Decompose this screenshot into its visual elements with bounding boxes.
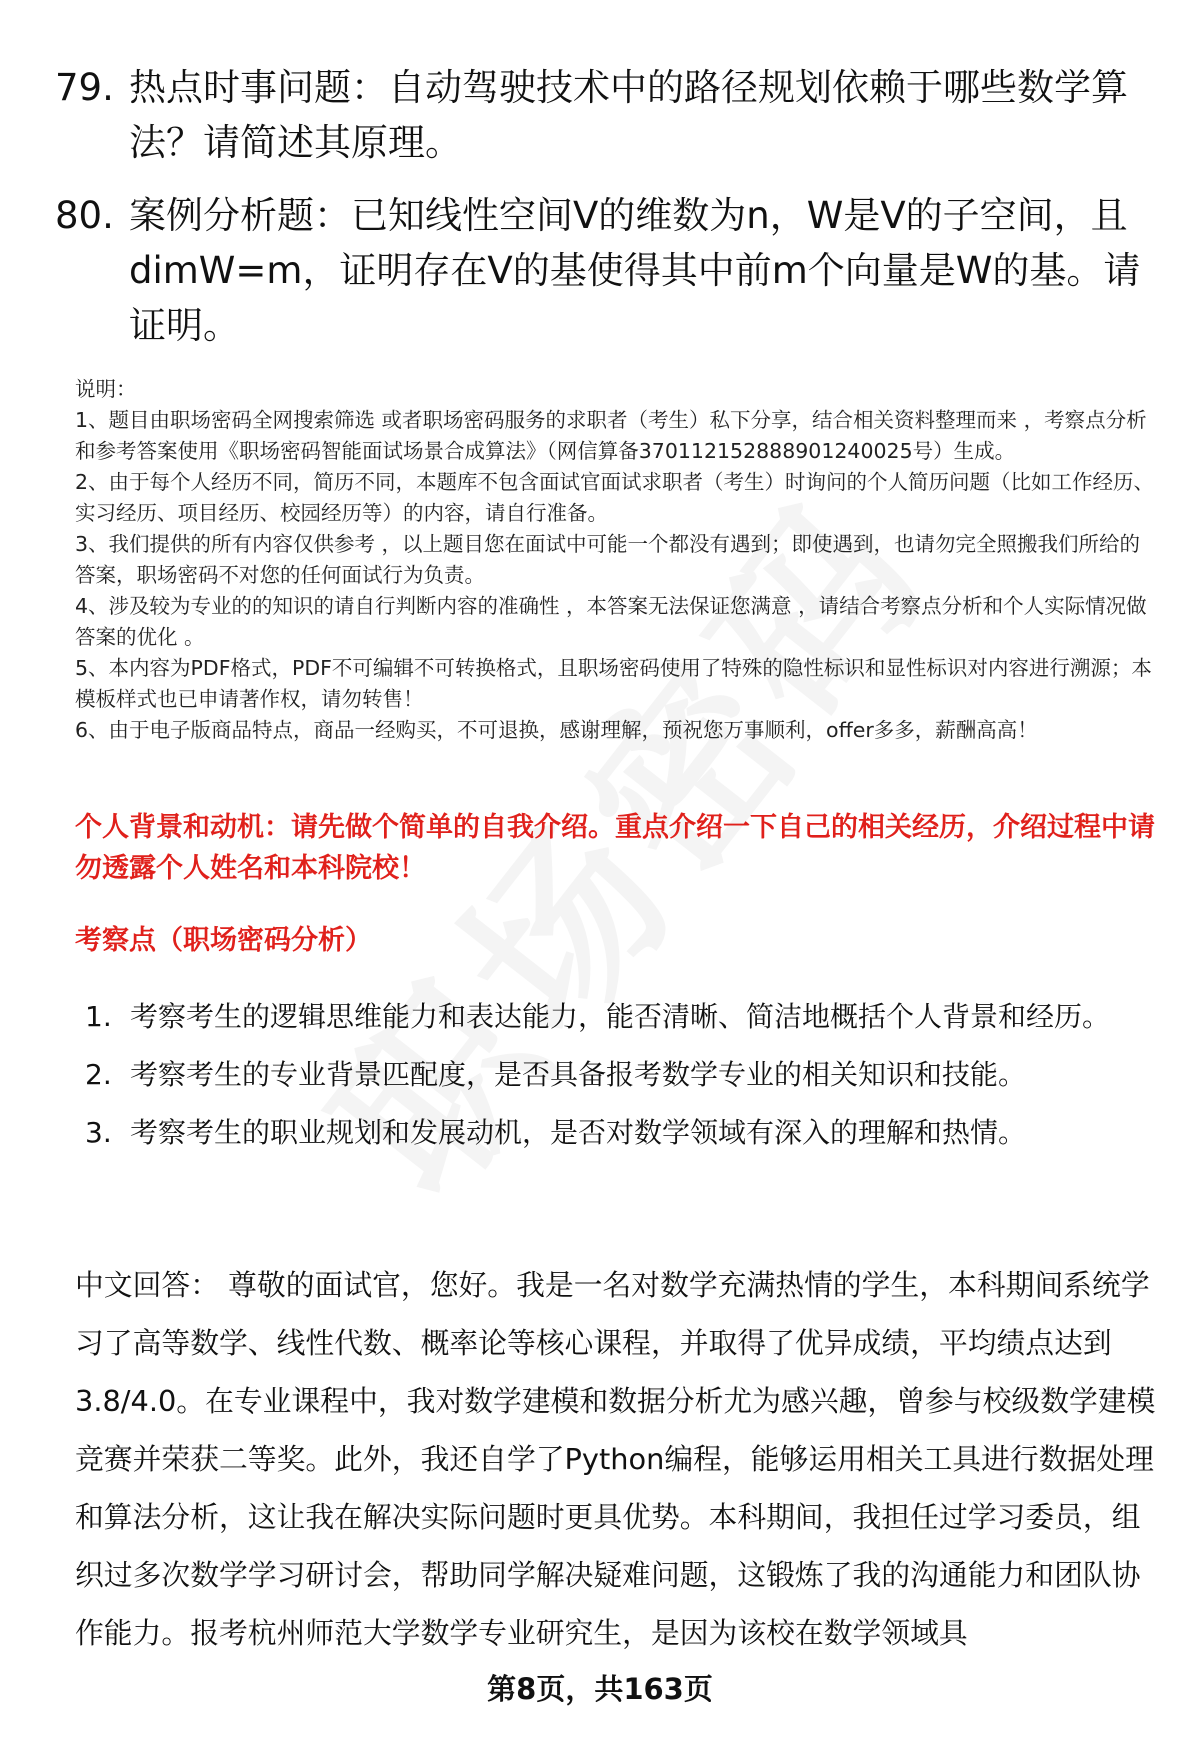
analysis-point <box>85 988 1160 1046</box>
question-number: 79. <box>55 66 114 109</box>
page-number: 第8页，共163页 <box>487 1672 713 1706</box>
question-80 <box>55 188 1155 353</box>
question-text: 案例分析题：已知线性空间V的维数为n，W是V的子空间，且dimW=m，证明存在V的基使得其中前m个向量是W的基。请证明。 <box>129 194 1141 347</box>
point-number: 1. <box>85 1000 112 1033</box>
analysis-point <box>85 1046 1160 1104</box>
point-text: 考察考生的专业背景匹配度，是否具备报考数学专业的相关知识和技能。 <box>130 1058 1027 1091</box>
note-item: 5、本内容为PDF格式，PDF不可编辑不可转换格式，且职场密码使用了特殊的隐性标识和显性标识对内容进行溯源；本模板样式也已申请著作权，请勿转售！ <box>75 656 1152 711</box>
note-item: 6、由于电子版商品特点，商品一经购买，不可退换，感谢理解，预祝您万事顺利，offer多多，薪酬高高！ <box>75 718 1038 742</box>
note-item: 1、题目由职场密码全网搜索筛选 或者职场密码服务的求职者（考生）私下分享，结合相关资料整理而来 ，考察点分析和参考答案使用《职场密码智能面试场景合成算法》（网信算备370112152888901240025号）生成。 <box>75 408 1147 463</box>
analysis-heading: 考察点（职场密码分析） <box>75 925 372 956</box>
question-text: 热点时事问题：自动驾驶技术中的路径规划依赖于哪些数学算法？请简述其原理。 <box>129 66 1128 164</box>
notes-section <box>75 374 1160 746</box>
question-79 <box>55 60 1155 170</box>
point-number: 2. <box>85 1058 112 1091</box>
answer-text: 中文回答： 尊敬的面试官，您好。我是一名对数学充满热情的学生，本科期间系统学习了高等数学、线性代数、概率论等核心课程，并取得了优异成绩，平均绩点达到3.8/4.0。在专业课程中，我对数学建模和数据分析尤为感兴趣，曾参与校级数学建模竞赛并荣获二等奖。此外，我还自学了Python编程，能够运用相关工具进行数据处理和算法分析，这让我在解决实际问题时更具优势。本科期间，我担任过学习委员，组织过多次数学学习研讨会，帮助同学解决疑难问题，这锻炼了我的沟通能力和团队协作能力。报考杭州师范大学数学专业研究生，是因为该校在数学领域具 <box>75 1268 1156 1650</box>
notes-title: 说明： <box>75 377 137 401</box>
note-item: 4、涉及较为专业的的知识的请自行判断内容的准确性 ，本答案无法保证您满意 ，请结合考察点分析和个人实际情况做答案的优化 。 <box>75 594 1147 649</box>
analysis-points <box>85 988 1160 1162</box>
point-text: 考察考生的职业规划和发展动机，是否对数学领域有深入的理解和热情。 <box>130 1116 1027 1149</box>
analysis-point <box>85 1104 1160 1162</box>
point-text: 考察考生的逻辑思维能力和表达能力，能否清晰、简洁地概括个人背景和经历。 <box>130 1000 1111 1033</box>
point-number: 3. <box>85 1116 112 1149</box>
question-heading: 个人背景和动机：请先做个简单的自我介绍。重点介绍一下自己的相关经历，介绍过程中请勿透露个人姓名和本科院校！ <box>75 812 1155 884</box>
question-number: 80. <box>55 194 114 237</box>
note-item: 2、由于每个人经历不同，简历不同，本题库不包含面试官面试求职者（考生）时询问的个人简历问题（比如工作经历、实习经历、项目经历、校园经历等）的内容，请自行准备。 <box>75 470 1155 525</box>
note-item: 3、我们提供的所有内容仅供参考 ，以上题目您在面试中可能一个都没有遇到；即使遇到，也请勿完全照搬我们所给的答案，职场密码不对您的任何面试行为负责。 <box>75 532 1141 587</box>
